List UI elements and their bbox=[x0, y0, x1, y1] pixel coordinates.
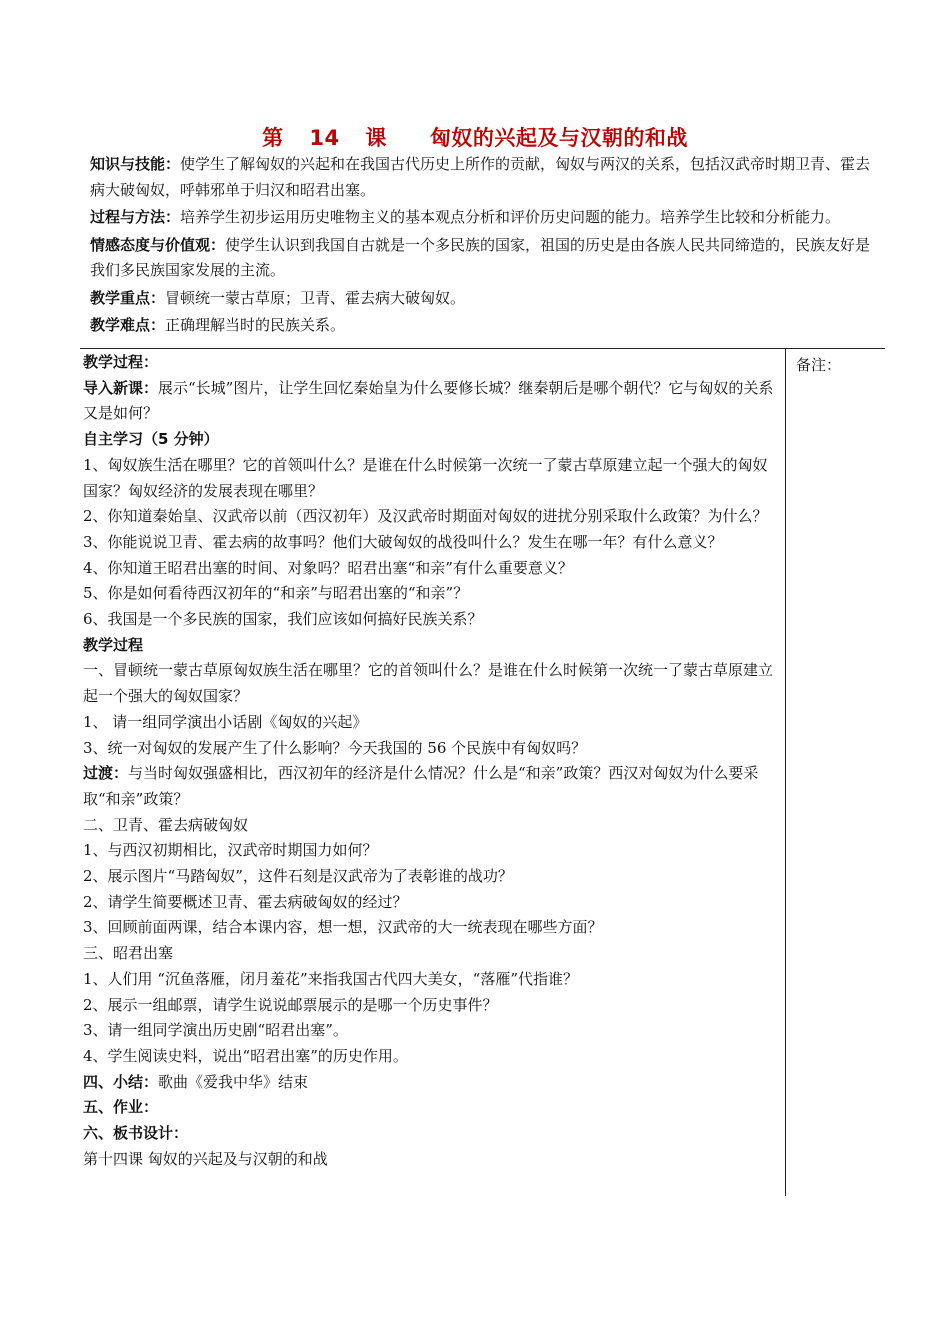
section-3-item-4: 4、学生阅读史料，说出“昭君出塞”的历史作用。 bbox=[83, 1046, 408, 1065]
knowledge-text: 使学生了解匈奴的兴起和在我国古代历史上所作的贡献，匈奴与两汉的关系，包括汉武帝时期卫青、霍去病大破匈奴，呼韩邪单于归汉和昭君出塞。 bbox=[90, 155, 871, 199]
process-label: 过程与方法： bbox=[90, 208, 181, 226]
notes-label: 备注： bbox=[796, 356, 842, 374]
section-3-heading: 三、昭君出塞 bbox=[83, 944, 174, 963]
section-2-item-2a: 2、展示图片“马踏匈奴”，这件石刻是汉武帝为了表彰谁的战功？ bbox=[83, 867, 513, 886]
section-4 bbox=[83, 1070, 781, 1096]
section-4-text: 歌曲《爱我中华》结束 bbox=[158, 1072, 309, 1091]
key-point-text: 冒顿统一蒙古草原；卫青、霍去病大破匈奴。 bbox=[165, 288, 466, 307]
emotion-objective bbox=[90, 233, 880, 284]
section-2-item-1: 1、与西汉初期相比，汉武帝时期国力如何？ bbox=[83, 841, 378, 860]
knowledge-label: 知识与技能： bbox=[90, 155, 181, 173]
difficulty-label: 教学难点： bbox=[90, 316, 166, 334]
lesson-intro bbox=[83, 376, 781, 427]
section-4-label: 四、小结： bbox=[83, 1072, 159, 1091]
question-5: 5、你是如何看待西汉初年的“和亲”与昭君出塞的“和亲”？ bbox=[83, 584, 469, 603]
notes-column-divider bbox=[785, 348, 786, 1196]
section-6-label: 六、板书设计： bbox=[83, 1124, 189, 1143]
knowledge-objective bbox=[90, 152, 880, 203]
section-2-item-2b: 2、请学生简要概述卫青、霍去病破匈奴的经过？ bbox=[83, 892, 408, 911]
teaching-process bbox=[83, 350, 781, 1173]
key-point-label: 教学重点： bbox=[90, 288, 166, 307]
section-1-text: 一、冒顿统一蒙古草原匈奴族生活在哪里？它的首领叫什么？是谁在什么时候第一次统一了蒙古草原建立起一个强大的匈奴国家？ bbox=[83, 661, 774, 706]
transition-label: 过渡： bbox=[83, 764, 129, 783]
section-5-label: 五、作业： bbox=[83, 1098, 159, 1117]
section-3-item-2: 2、展示一组邮票，请学生说说邮票展示的是哪一个历史事件？ bbox=[83, 995, 498, 1014]
table-top-border bbox=[80, 348, 885, 349]
transition-text: 与当时匈奴强盛相比，西汉初年的经济是什么情况？什么是“和亲”政策？西汉对匈奴为什么要采取“和亲”政策？ bbox=[83, 764, 759, 808]
section-3-item-1: 1、人们用 “沉鱼落雁，闭月羞花”来指我国古代四大美女，“落雁”代指谁？ bbox=[83, 969, 578, 988]
difficulty-text: 正确理解当时的民族关系。 bbox=[165, 316, 346, 334]
question-3: 3、你能说说卫青、霍去病的故事吗？他们大破匈奴的战役叫什么？发生在哪一年？有什么意义？ bbox=[83, 532, 723, 551]
emotion-label: 情感态度与价值观： bbox=[90, 235, 226, 254]
question-2: 2、你知道秦始皇、汉武帝以前（西汉初年）及汉武帝时期面对匈奴的进扰分别采取什么政策？为什么？ bbox=[83, 507, 768, 526]
lesson-intro-label: 导入新课： bbox=[83, 378, 159, 397]
transition bbox=[83, 761, 781, 812]
section-3-item-3: 3、请一组同学演出历史剧“昭君出塞”。 bbox=[83, 1021, 348, 1040]
process-heading: 教学过程： bbox=[83, 353, 159, 371]
question-1: 1、匈奴族生活在哪里？它的首领叫什么？是谁在什么时候第一次统一了蒙古草原建立起一个强大的匈奴国家？匈奴经济的发展表现在哪里？ bbox=[83, 455, 768, 500]
board-design-text: 第十四课 匈奴的兴起及与汉朝的和战 bbox=[83, 1149, 328, 1168]
question-4: 4、你知道王昭君出塞的时间、对象吗？昭君出塞“和亲”有什么重要意义？ bbox=[83, 558, 573, 577]
section-2-item-3: 3、回顾前面两课，结合本课内容，想一想，汉武帝的大一统表现在哪些方面？ bbox=[83, 918, 603, 937]
page-title: 第 14 课 匈奴的兴起及与汉朝的和战 bbox=[262, 126, 688, 150]
self-study-heading: 自主学习（5 分钟） bbox=[83, 430, 219, 449]
section-1-item-1: 1、 请一组同学演出小话剧《匈奴的兴起》 bbox=[83, 712, 368, 731]
question-6: 6、我国是一个多民族的国家，我们应该如何搞好民族关系？ bbox=[83, 610, 483, 629]
difficulty-point bbox=[90, 313, 880, 339]
process-objective bbox=[90, 205, 880, 231]
lesson-intro-text: 展示“长城”图片，让学生回忆秦始皇为什么要修长城？继秦朝后是哪个朝代？它与匈奴的关系又是如何？ bbox=[83, 378, 774, 423]
section-1-item-3: 3、统一对匈奴的发展产生了什么影响？今天我国的 56 个民族中有匈奴吗？ bbox=[83, 738, 587, 757]
emotion-text: 使学生认识到我国自古就是一个多民族的国家，祖国的历史是由各族人民共同缔造的，民族友好是我们多民族国家发展的主流。 bbox=[90, 235, 871, 279]
key-point bbox=[90, 286, 880, 312]
process2-heading: 教学过程 bbox=[83, 635, 144, 654]
lesson-objectives bbox=[90, 152, 880, 339]
section-2-heading: 二、卫青、霍去病破匈奴 bbox=[83, 815, 249, 834]
process-text: 培养学生初步运用历史唯物主义的基本观点分析和评价历史问题的能力。培养学生比较和分析能力。 bbox=[180, 208, 841, 226]
